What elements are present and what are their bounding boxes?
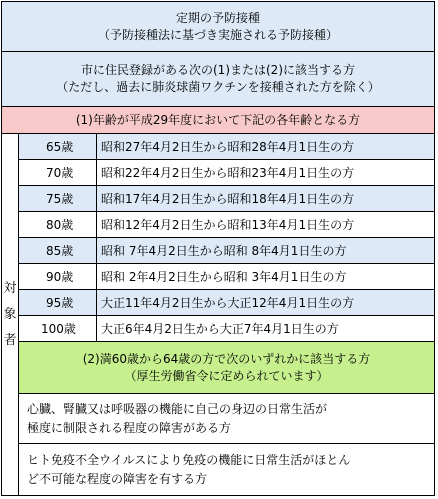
age-row — [19, 290, 434, 316]
birth-range-cell: 昭和27年4月2日生から昭和28年4月1日生の方 — [101, 140, 355, 154]
age-row — [19, 160, 434, 186]
age-cell: 85歳 — [19, 238, 97, 263]
side-char-3: 者 — [3, 332, 17, 348]
age-row — [19, 212, 434, 238]
section-1-heading — [2, 107, 434, 134]
section-1-title: (1)年齢が平成29年度において下記の各年齢となる方 — [75, 112, 361, 127]
age-cell: 75歳 — [19, 186, 97, 211]
section-2-line-1: (2)満60歳から64歳の方で次のいずれかに該当する方 — [82, 351, 371, 366]
criterion-line-1: ヒト免疫不全ウイルスにより免疫の機能に日常生活がほとん — [27, 452, 351, 467]
criterion-line-1: 心臓、腎臓又は呼吸器の機能に自己の身辺の日常生活が — [27, 401, 328, 416]
condition-line-2: （ただし、過去に肺炎球菌ワクチンを接種された方を除く） — [56, 80, 380, 94]
age-row — [19, 316, 434, 342]
section-2-line-2: （厚生労働省令に定められています） — [124, 368, 329, 383]
birth-range-cell: 昭和12年4月2日生から昭和13年4月1日生の方 — [101, 218, 355, 232]
criterion-item — [19, 394, 434, 444]
birth-range-cell: 昭和 2年4月2日生から昭和 3年4月1日生の方 — [101, 270, 347, 284]
age-cell: 70歳 — [19, 160, 97, 185]
side-char-1: 対 — [3, 280, 17, 296]
birth-range-cell: 昭和22年4月2日生から昭和23年4月1日生の方 — [101, 166, 355, 180]
header-subtitle: （予防接種法に基づき実施される予防接種） — [97, 27, 338, 42]
header-title: 定期の予防接種 — [175, 10, 260, 25]
birth-range-cell: 昭和17年4月2日生から昭和18年4月1日生の方 — [101, 192, 355, 206]
age-cell: 95歳 — [19, 290, 97, 315]
age-row — [19, 238, 434, 264]
age-cell: 65歳 — [19, 134, 97, 159]
birth-range-cell: 昭和 7年4月2日生から昭和 8年4月1日生の方 — [101, 244, 347, 258]
criterion-line-2: 極度に制限される程度の障害がある方 — [27, 420, 232, 435]
eligibility-condition — [2, 52, 434, 107]
age-cell: 100歳 — [19, 316, 97, 341]
side-char-2: 象 — [3, 306, 17, 322]
birth-range-cell: 大正6年4月2日生から大正7年4月1日生の方 — [101, 322, 339, 336]
table-header — [2, 2, 434, 52]
condition-line-1: 市に住民登録がある次の(1)または(2)に該当する方 — [81, 63, 355, 77]
criterion-line-2: ど不可能な程度の障害を有する方 — [27, 471, 208, 486]
target-persons-label — [2, 134, 19, 495]
eligibility-table — [1, 1, 435, 496]
age-row — [19, 264, 434, 290]
age-row — [19, 134, 434, 160]
age-cell: 90歳 — [19, 264, 97, 289]
age-row — [19, 186, 434, 212]
criterion-item — [19, 444, 434, 495]
section-2-heading — [19, 342, 434, 394]
age-cell: 80歳 — [19, 212, 97, 237]
birth-range-cell: 大正11年4月2日生から大正12年4月1日生の方 — [101, 296, 355, 310]
